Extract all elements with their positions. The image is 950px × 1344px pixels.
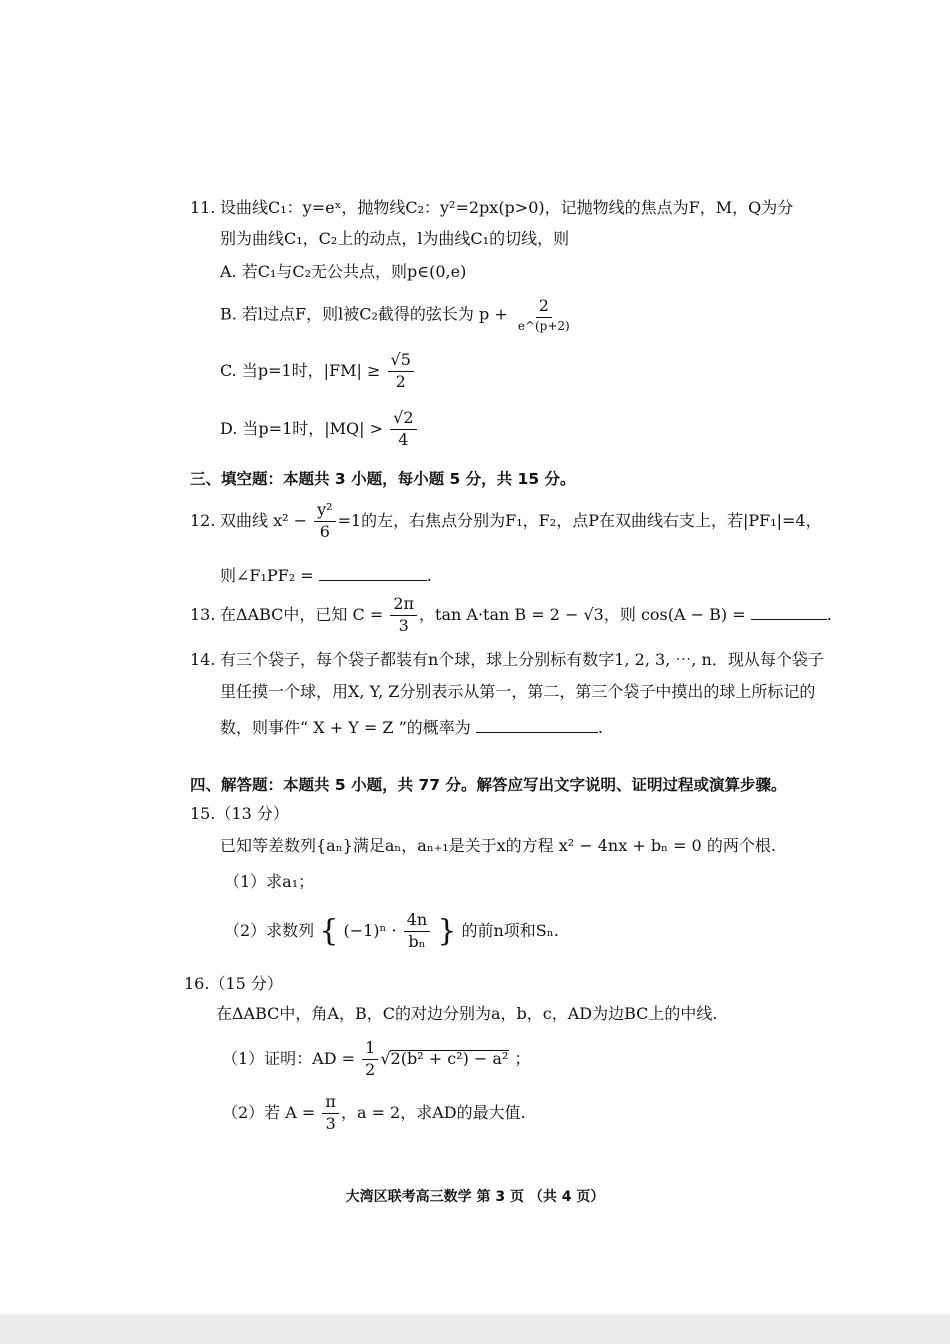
q11-option-c (220, 352, 416, 391)
q11-option-c-fraction (388, 352, 414, 391)
q16-part1-fraction (362, 1040, 378, 1079)
q11-option-a: A. 若C₁与C₂无公共点，则p∈(0,e) (220, 262, 467, 281)
q11-option-c-frac-num: √5 (388, 352, 414, 372)
q16-part1-post: ； (514, 1048, 531, 1068)
q11-option-b-text: B. 若l过点F，则l被C₂截得的弦长为 p + (220, 304, 508, 324)
q15-right-brace: } (437, 913, 457, 949)
q12-answer-blank[interactable] (319, 564, 427, 581)
q11-option-b-frac-den: e^(p+2) (517, 318, 570, 333)
q16-part1-frac-den: 2 (365, 1059, 376, 1079)
q15-part1: （1）求a₁； (224, 872, 315, 891)
q11-option-d-frac-den: 4 (398, 429, 409, 449)
q13-text-pre: 在ΔABC中，已知 C = (220, 604, 384, 624)
q15-part2-post: 的前n项和Sₙ. (461, 920, 559, 940)
q12-frac-den: 6 (319, 521, 330, 541)
q11-stem-line1: 设曲线C₁：y=eˣ，抛物线C₂：y²=2px(p>0)，记抛物线的焦点为F，M，Q为分 (220, 198, 794, 217)
q11-option-d-frac-num: √2 (390, 410, 416, 430)
q16-part2-fraction (322, 1094, 339, 1133)
q12-fraction (314, 502, 335, 541)
section4-heading: 四、解答题：本题共 5 小题，共 77 分。解答应写出文字说明、证明过程或演算步骤。 (190, 776, 787, 794)
q16-part1-radicand: 2(b² + c²) − a² (390, 1048, 509, 1068)
q13-frac-num: 2π (390, 596, 417, 616)
q15-part2 (224, 912, 559, 951)
q11-line1 (190, 200, 793, 216)
q11-option-d (220, 410, 419, 449)
q13-line (190, 596, 832, 635)
q13-answer-blank[interactable] (751, 603, 827, 620)
q12-line1 (190, 502, 822, 541)
q13-fraction (390, 596, 417, 635)
q12-line2-text: 则∠F₁PF₂ = (220, 566, 314, 585)
q16-header: 16.（15 分） (184, 974, 283, 993)
q13-frac-den: 3 (398, 615, 409, 635)
q12-frac-num: y² (314, 502, 335, 522)
q16-part2-frac-num: π (322, 1094, 339, 1114)
q16-part2-post: ，a = 2，求AD的最大值. (340, 1102, 526, 1122)
q13-text-post: ，tan A·tan B = 2 − √3，则 cos(A − B) = (419, 604, 746, 624)
q16-part1 (222, 1040, 530, 1079)
q14-answer-blank[interactable] (476, 716, 598, 733)
q14-line3 (220, 716, 603, 736)
q13-period: . (826, 604, 832, 624)
q11-option-b (220, 298, 575, 332)
q12-line2 (220, 564, 432, 584)
page-footer: 大湾区联考高三数学 第 3 页 （共 4 页） (345, 1189, 605, 1205)
scan-bottom-edge (0, 1314, 950, 1344)
q15-part2-fraction (404, 912, 430, 951)
q16-part2-pre: （2）若 A = (222, 1102, 316, 1122)
q16-part2 (222, 1094, 526, 1133)
q12-text-post: =1的左，右焦点分别为F₁，F₂，点P在双曲线右支上，若|PF₁|=4， (337, 510, 822, 530)
q15-left-brace: { (319, 913, 339, 949)
q12-number: 12. (190, 510, 216, 530)
q11-option-b-fraction (515, 298, 573, 332)
q14-line3-text: 数，则事件“ X + Y = Z ”的概率为 (220, 718, 471, 737)
q11-stem-line2: 别为曲线C₁，C₂上的动点，l为曲线C₁的切线，则 (220, 229, 570, 248)
q15-part2-frac-den: bₙ (408, 931, 426, 951)
q11-option-c-frac-den: 2 (395, 371, 406, 391)
q15-header: 15.（13 分） (190, 804, 289, 823)
section3-heading: 三、填空题：本题共 3 小题，每小题 5 分，共 15 分。 (190, 470, 576, 488)
q12-text-pre: 双曲线 x² − (220, 510, 308, 530)
q16-sqrt-sign: √ (380, 1048, 391, 1068)
q14-number: 14. (190, 650, 216, 669)
q11-option-b-frac-num: 2 (536, 298, 552, 318)
q14-line2: 里任摸一个球，用X, Y, Z分别表示从第一，第二，第三个袋子中摸出的球上所标记的 (220, 682, 816, 701)
q13-number: 13. (190, 604, 216, 624)
q16-stem: 在ΔABC中，角A，B，C的对边分别为a，b，c，AD为边BC上的中线. (216, 1004, 718, 1023)
q14-period: . (597, 718, 603, 737)
q15-part2-pre: （2）求数列 (224, 920, 315, 940)
q14-line1-text: 有三个袋子，每个袋子都装有n个球，球上分别标有数字1, 2, 3, ⋯, n．现从每个袋子 (220, 650, 824, 669)
q16-part2-frac-den: 3 (325, 1113, 336, 1133)
q15-part2-expr: (−1)ⁿ · (343, 920, 397, 940)
q16-part1-frac-num: 1 (362, 1040, 378, 1060)
q11-option-c-text: C. 当p=1时，|FM| ≥ (220, 360, 381, 380)
q11-option-d-fraction (390, 410, 416, 449)
q14-line1 (190, 652, 824, 668)
q15-part2-frac-num: 4n (404, 912, 430, 932)
q15-stem: 已知等差数列{aₙ}满足aₙ，aₙ₊₁是关于x的方程 x² − 4nx + bₙ = 0 的两个根. (220, 836, 776, 855)
q11-option-d-text: D. 当p=1时，|MQ| > (220, 418, 384, 438)
q16-part1-pre: （1）证明：AD = (222, 1048, 356, 1068)
q12-period: . (426, 566, 432, 585)
q11-number: 11. (190, 198, 216, 217)
